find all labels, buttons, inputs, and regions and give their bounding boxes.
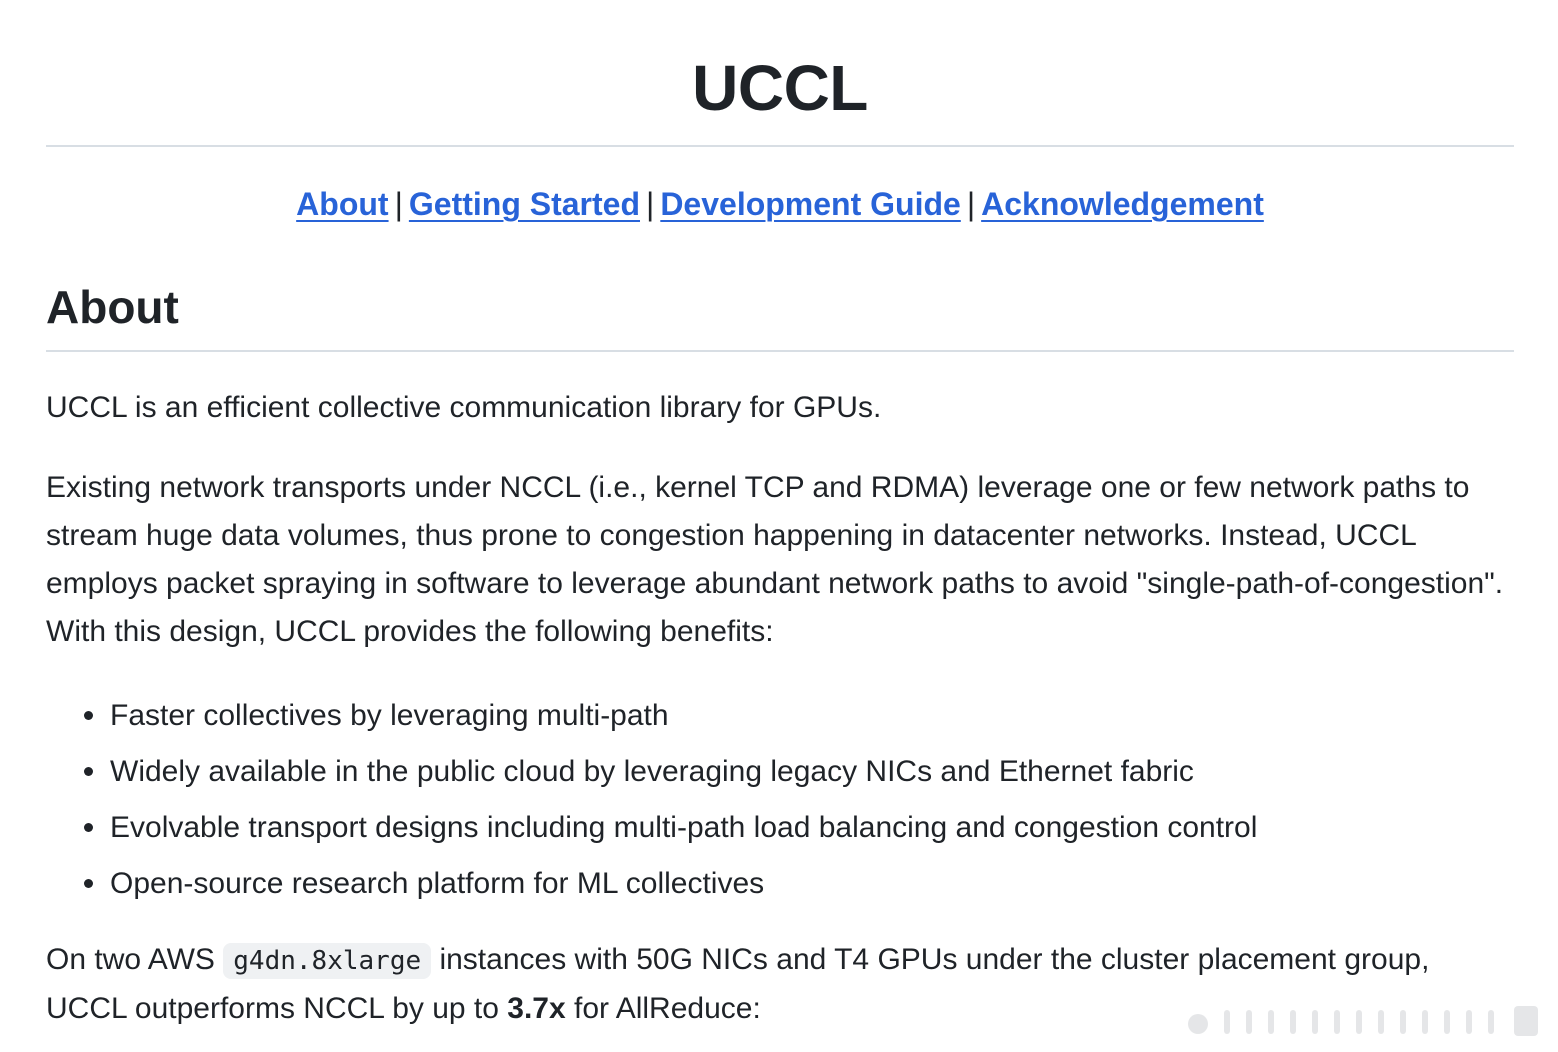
about-heading: About	[46, 281, 179, 333]
benefits-list	[46, 688, 1257, 912]
nav-link-development-guide[interactable]: Development Guide	[660, 186, 961, 222]
nav-link-about[interactable]: About	[296, 186, 389, 222]
result-prefix: On two AWS	[46, 943, 224, 976]
list-item: Widely available in the public cloud by leveraging legacy NICs and Ethernet fabric	[110, 744, 1257, 800]
list-item: Open-source research platform for ML collectives	[110, 856, 1257, 912]
nav-separator: |	[394, 186, 403, 222]
top-nav	[46, 182, 1514, 226]
list-item: Faster collectives by leveraging multi-path	[110, 688, 1257, 744]
intro-paragraph: UCCL is an efficient collective communication library for GPUs.	[46, 391, 882, 424]
nav-link-acknowledgement[interactable]: Acknowledgement	[981, 186, 1264, 222]
instance-type-code: g4dn.8xlarge	[223, 943, 431, 979]
result-middle: instances with 50G NICs and T4 GPUs under the cluster placement group, UCCL outperforms NCCL by up to	[46, 943, 1430, 1025]
page-title: UCCL	[692, 52, 868, 124]
about-divider	[46, 350, 1514, 352]
title-divider	[46, 145, 1514, 147]
result-suffix: for AllReduce:	[565, 992, 761, 1025]
nav-separator: |	[966, 186, 976, 222]
speedup-value: 3.7x	[507, 992, 566, 1025]
nav-link-getting-started[interactable]: Getting Started	[408, 186, 640, 222]
list-item: Evolvable transport designs including multi-path load balancing and congestion control	[110, 800, 1257, 856]
description-paragraph: Existing network transports under NCCL (i.e., kernel TCP and RDMA) leverage one or few network paths to stream huge data volumes, thus prone to congestion happening in datacenter networks. Instead, UCCL employs packet spraying in software to leverage abundant network paths to avoid "single-path-of-congestion". With this design, UCCL provides the following benefits:	[46, 471, 1504, 648]
watermark-logo	[1184, 1004, 1544, 1038]
nav-separator: |	[646, 186, 655, 222]
